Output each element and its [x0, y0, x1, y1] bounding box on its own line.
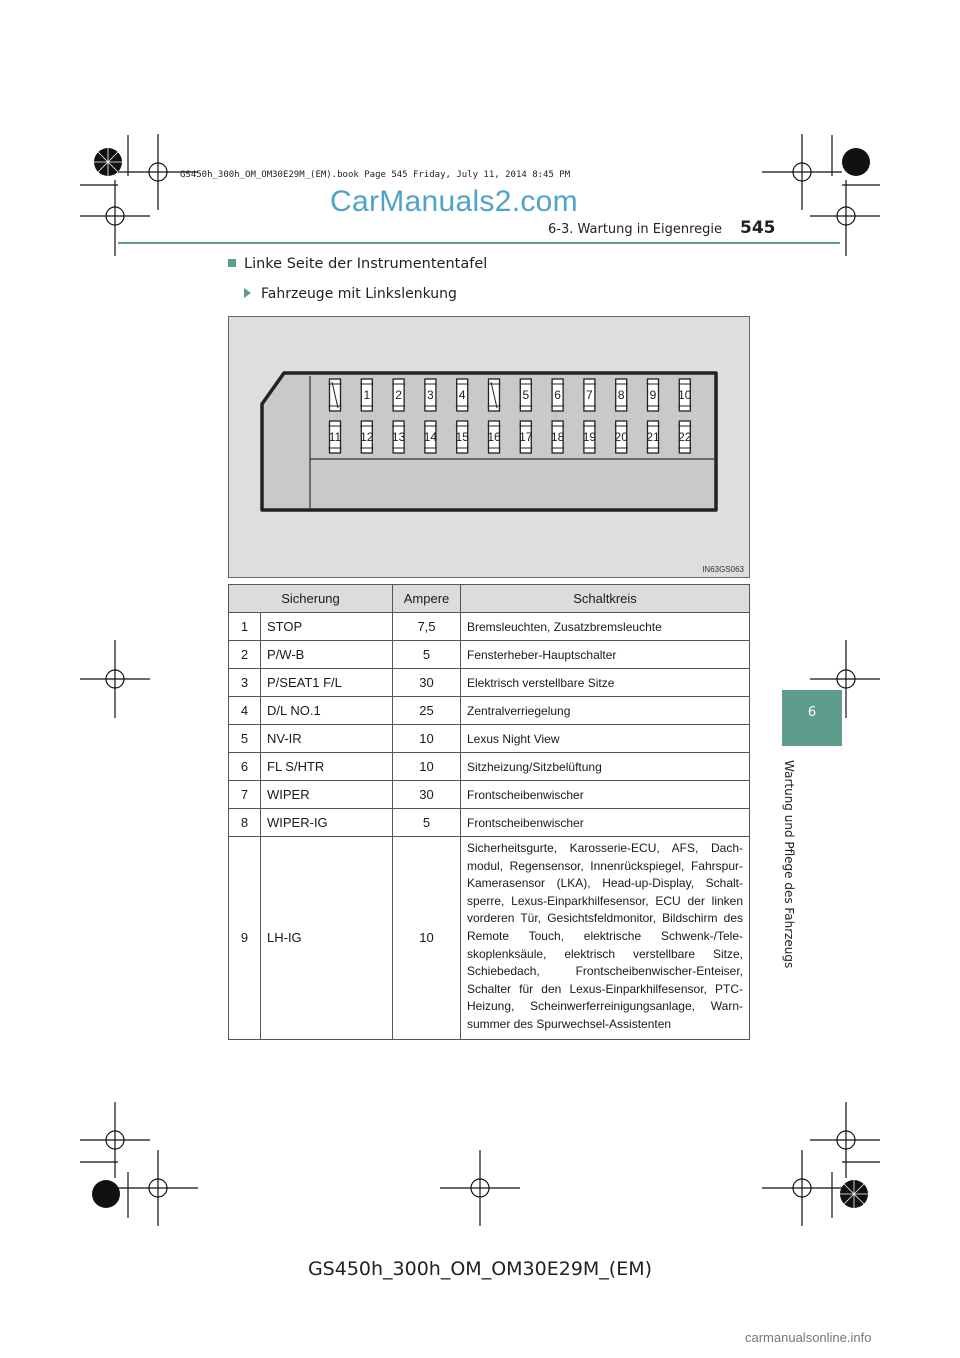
- table-row: [229, 837, 750, 1040]
- fuse-circuit: Fensterheber-Hauptschalter: [461, 641, 750, 669]
- fuse-name: WIPER-IG: [261, 809, 393, 837]
- fuse-table: [228, 584, 750, 1040]
- fuse-ampere: 10: [393, 837, 461, 1040]
- fuse-name: NV-IR: [261, 725, 393, 753]
- triangle-bullet-icon: [244, 288, 251, 298]
- column-header-ampere: Ampere: [393, 585, 461, 613]
- fuse-slot-number: 18: [550, 430, 565, 444]
- fuse-slot-number: 15: [455, 430, 469, 444]
- fuse-slot-number: 20: [614, 430, 628, 444]
- fuse-slot-number: 2: [395, 388, 402, 402]
- sub-heading: [244, 286, 457, 302]
- chapter-label: [778, 760, 804, 1000]
- fuse-slot-number: 17: [519, 430, 533, 444]
- fuse-circuit: Elektrisch verstellbare Sitze: [461, 669, 750, 697]
- column-header-fuse: Sicherung: [229, 585, 393, 613]
- section-heading-text: Linke Seite der Instrumententafel: [244, 256, 488, 272]
- fuse-name: STOP: [261, 613, 393, 641]
- fuse-circuit: Frontscheibenwischer: [461, 809, 750, 837]
- table-row: [229, 613, 750, 641]
- table-row: [229, 781, 750, 809]
- fuse-slot-number: 19: [582, 430, 597, 444]
- fuse-number: 9: [229, 837, 261, 1040]
- chapter-number: 6: [807, 705, 817, 720]
- fuse-number: 7: [229, 781, 261, 809]
- fuse-slot-number: 14: [423, 430, 438, 444]
- column-header-circuit: Schaltkreis: [461, 585, 750, 613]
- fuse-ampere: 30: [393, 669, 461, 697]
- fuse-circuit: Bremsleuchten, Zusatzbremsleuchte: [461, 613, 750, 641]
- fuse-slot-number: 13: [391, 430, 406, 444]
- fuse-slot-number: 16: [487, 430, 501, 444]
- fuse-slot-number: 8: [617, 388, 625, 402]
- fuse-ampere: 5: [393, 641, 461, 669]
- table-row: [229, 753, 750, 781]
- table-row: [229, 809, 750, 837]
- page-number: 545: [740, 218, 776, 238]
- fuse-number: 8: [229, 809, 261, 837]
- fuse-ampere: 5: [393, 809, 461, 837]
- fuse-circuit: Frontscheibenwischer: [461, 781, 750, 809]
- fuse-ampere: 30: [393, 781, 461, 809]
- diagram-code: IN63GS063: [702, 565, 744, 574]
- footer-watermark: carmanualsonline.info: [745, 1330, 872, 1345]
- section-title: 6-3. Wartung in Eigenregie: [548, 222, 723, 237]
- fuse-name: D/L NO.1: [261, 697, 393, 725]
- fuse-slot-number: 12: [360, 430, 374, 444]
- fuse-circuit: Sicherheitsgurte, Karosserie-ECU, AFS, Dach-modul, Regensensor, Innenrückspiegel, Fahrspur-Kamerasensor (LKA), Head-up-Display, Schalt-sperre, Lexus-Einparkhilfesensor, ECU der linken vorderen Tür, Gesichtsfeldmonitor, Bildschirm des Remote Touch, elektrische Schwenk-/Tele-skoplenksäule, elektrisch verstellbare Sitze, Schiebedach, Frontscheibenwischer-Enteiser, Schalter für den Lexus-Einparkhilfesensor, PTC-Heizung, Scheinwerferreinigungsanlage, Warn-summer des Spurwechsel-Assistenten: [461, 837, 750, 1040]
- footer-title: GS450h_300h_OM_OM30E29M_(EM): [307, 1258, 653, 1280]
- fuse-name: LH-IG: [261, 837, 393, 1040]
- fuse-circuit: Zentralverriegelung: [461, 697, 750, 725]
- square-bullet-icon: [228, 259, 236, 267]
- fuse-name: WIPER: [261, 781, 393, 809]
- fuse-slot-number: 7: [586, 388, 593, 402]
- table-row: [229, 641, 750, 669]
- fuse-ampere: 7,5: [393, 613, 461, 641]
- fuse-circuit: Lexus Night View: [461, 725, 750, 753]
- fuse-name: FL S/HTR: [261, 753, 393, 781]
- table-row: [229, 669, 750, 697]
- fuse-number: 3: [229, 669, 261, 697]
- fuse-number: 2: [229, 641, 261, 669]
- fuse-slot-number: 6: [554, 388, 561, 402]
- fuse-name: P/W-B: [261, 641, 393, 669]
- fuse-slot-number: 10: [678, 388, 692, 402]
- fuse-slot-number: 5: [522, 388, 530, 402]
- fuse-slot-number: 21: [646, 430, 660, 444]
- fuse-slot-number: 3: [427, 388, 434, 402]
- fuse-number: 5: [229, 725, 261, 753]
- fuse-circuit: Sitzheizung/Sitzbelüftung: [461, 753, 750, 781]
- section-heading: [228, 256, 487, 272]
- book-file-line: GS450h_300h_OM_OM30E29M_(EM).book Page 545 Friday, July 11, 2014 8:45 PM: [180, 170, 571, 180]
- fuse-slot-number: 1: [363, 388, 371, 402]
- fuse-number: 1: [229, 613, 261, 641]
- fuse-ampere: 10: [393, 725, 461, 753]
- fuse-number: 4: [229, 697, 261, 725]
- sub-heading-text: Fahrzeuge mit Linkslenkung: [261, 286, 457, 302]
- table-row: [229, 697, 750, 725]
- fuse-slot-number: 4: [458, 388, 466, 402]
- fuse-slot-number: 9: [649, 388, 657, 402]
- fuse-ampere: 25: [393, 697, 461, 725]
- chapter-label-text: Wartung und Pflege des Fahrzeugs: [782, 760, 796, 969]
- fuse-ampere: 10: [393, 753, 461, 781]
- fuse-name: P/SEAT1 F/L: [261, 669, 393, 697]
- table-header-row: [229, 585, 750, 613]
- fuse-slot-number: 11: [328, 430, 342, 444]
- fuse-box-diagram: [228, 316, 750, 578]
- fuse-slot-number: 22: [678, 430, 692, 444]
- watermark-top: CarManuals2.com: [330, 185, 578, 218]
- header-rule: [118, 242, 840, 244]
- fuse-number: 6: [229, 753, 261, 781]
- table-row: [229, 725, 750, 753]
